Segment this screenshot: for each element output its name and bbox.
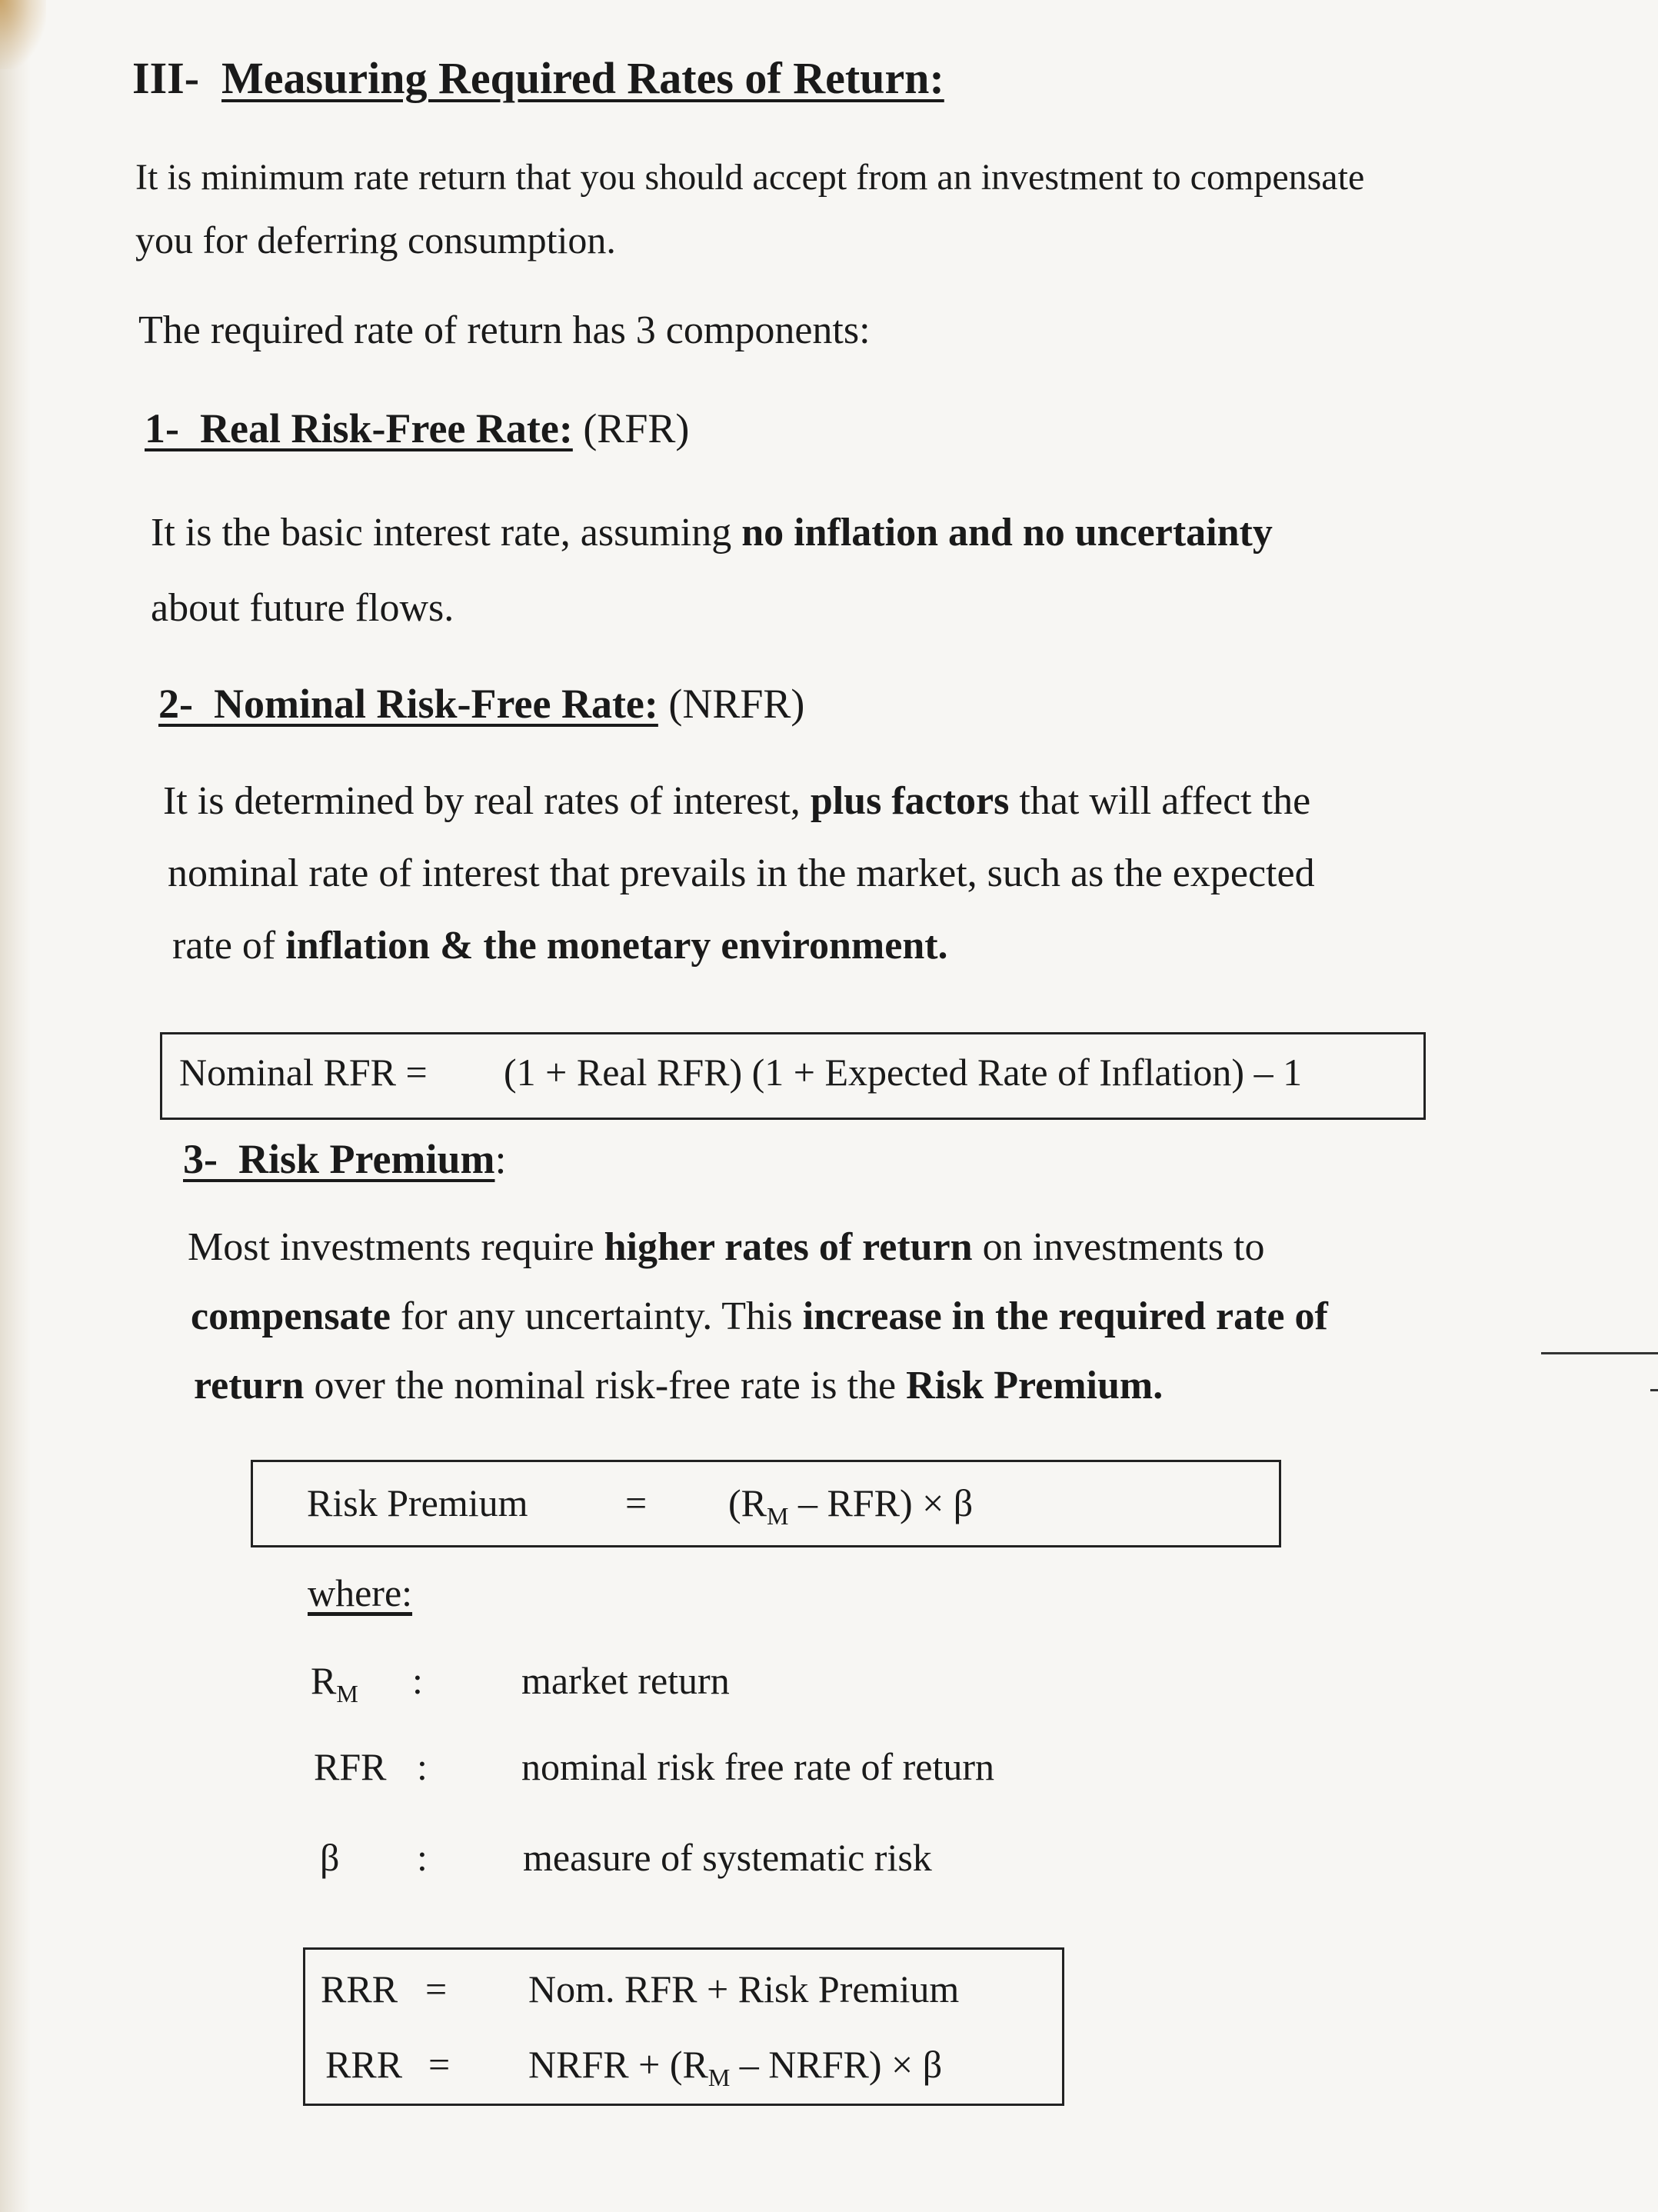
- rrr-row-2-lhs: RRR: [325, 2043, 403, 2086]
- component-3-line-2-bold-b: increase in the required rate of: [802, 1294, 1328, 1338]
- component-1-line-1-bold: no inflation and no uncertainty: [741, 511, 1273, 555]
- component-1-line-2: about future flows.: [151, 586, 454, 630]
- component-2-heading: [158, 680, 804, 728]
- rrr-row-2-rhs-sub: M: [707, 2064, 731, 2091]
- component-2-line-3-bold: inflation & the monetary environment.: [285, 924, 948, 968]
- rrr-row-2-rhs-open: NRFR + (R: [528, 2043, 708, 2086]
- section-title-text: Measuring Required Rates of Return:: [221, 53, 944, 103]
- component-2-line-1: [163, 778, 1310, 824]
- component-2-line-3-plain: rate of: [172, 924, 276, 968]
- component-3-line-2-plain: for any uncertainty. This: [400, 1294, 793, 1338]
- rrr-row-1-rhs: Nom. RFR + Risk Premium: [528, 1967, 960, 2010]
- nominal-rfr-lhs: Nominal RFR =: [179, 1051, 428, 1094]
- risk-premium-formula-box: [251, 1460, 1281, 1547]
- where-symbol-rfr: RFR: [314, 1745, 387, 1788]
- right-edge-rule: [1541, 1352, 1658, 1354]
- where-definition-rfr: nominal risk free rate of return: [521, 1745, 995, 1788]
- rrr-row-1-lhs: RRR: [321, 1967, 398, 2010]
- component-2-line-3: [172, 923, 948, 968]
- component-2-title: Nominal Risk-Free Rate:: [213, 681, 658, 727]
- component-1-title: Real Risk-Free Rate:: [199, 405, 573, 451]
- risk-premium-eq: =: [625, 1481, 648, 1524]
- component-1-line-1-plain: It is the basic interest rate, assuming: [151, 511, 732, 555]
- where-symbol-beta: β: [320, 1836, 340, 1879]
- component-1-abbr: (RFR): [583, 405, 690, 451]
- component-1-number: 1-: [145, 405, 179, 451]
- where-definition-rm: market return: [521, 1659, 730, 1702]
- where-symbol-rm-sub: M: [336, 1680, 358, 1707]
- rrr-row-2-rhs: [528, 2042, 942, 2092]
- nominal-rfr-formula-box: [160, 1032, 1426, 1120]
- component-3-line-3: [194, 1363, 1163, 1408]
- component-3-line-3-bold-a: return: [194, 1364, 305, 1407]
- component-3-line-1-bold: higher rates of return: [604, 1225, 973, 1269]
- risk-premium-rhs: [728, 1481, 973, 1531]
- rrr-formula-box: [303, 1947, 1064, 2106]
- where-colon-1: :: [412, 1659, 423, 1702]
- component-3-line-1: [188, 1224, 1264, 1270]
- risk-premium-rhs-sub: M: [767, 1502, 789, 1530]
- where-label: where:: [308, 1571, 413, 1614]
- component-2-number: 2-: [158, 681, 193, 727]
- where-colon-2: :: [417, 1745, 428, 1788]
- component-3-line-3-bold-b: Risk Premium.: [906, 1364, 1164, 1407]
- page-edge-shadow: [0, 0, 31, 2212]
- page-corner-stain: [0, 0, 46, 69]
- component-3-title: Risk Premium: [238, 1136, 495, 1182]
- component-3-line-1-plain-a: Most investments require: [188, 1225, 594, 1269]
- nominal-rfr-rhs: (1 + Real RFR) (1 + Expected Rate of Inflation) – 1: [504, 1051, 1303, 1094]
- component-3-suffix: :: [494, 1136, 507, 1182]
- where-symbol-rm-main: R: [311, 1659, 337, 1702]
- right-edge-dash: [1650, 1389, 1658, 1391]
- risk-premium-lhs: Risk Premium: [307, 1481, 528, 1524]
- component-2-abbr: (NRFR): [668, 681, 805, 727]
- rrr-row-2-eq: =: [428, 2043, 451, 2086]
- component-2-line-1-plain-b: that will affect the: [1019, 779, 1311, 823]
- risk-premium-rhs-open: (R: [728, 1481, 767, 1524]
- component-3-heading: [183, 1135, 507, 1183]
- component-3-line-1-plain-b: on investments to: [982, 1225, 1265, 1269]
- component-1-line-1: [151, 510, 1273, 555]
- component-3-number: 3-: [183, 1136, 218, 1182]
- risk-premium-rhs-close: – RFR) × β: [788, 1481, 974, 1524]
- section-number: III-: [132, 53, 200, 103]
- rrr-row-2-rhs-close: – NRFR) × β: [730, 2043, 943, 2086]
- rrr-row-1-eq: =: [425, 1967, 448, 2010]
- component-3-line-2-bold-a: compensate: [191, 1294, 391, 1338]
- intro-line-2: you for deferring consumption.: [135, 218, 616, 262]
- component-2-line-2: nominal rate of interest that prevails in the market, such as the expected: [168, 851, 1315, 895]
- where-symbol-rm: [311, 1658, 358, 1708]
- component-3-line-2: [191, 1294, 1328, 1339]
- section-title: [132, 52, 944, 104]
- component-2-line-1-bold: plus factors: [810, 779, 1010, 823]
- intro-line-1: It is minimum rate return that you should accept from an investment to compensate: [135, 157, 1365, 198]
- component-2-line-1-plain-a: It is determined by real rates of interest,: [163, 779, 801, 823]
- where-colon-3: :: [417, 1836, 428, 1879]
- component-3-line-3-plain: over the nominal risk-free rate is the: [314, 1364, 897, 1407]
- components-line: The required rate of return has 3 components:: [138, 308, 871, 352]
- where-definition-beta: measure of systematic risk: [523, 1836, 932, 1879]
- component-1-heading: [145, 405, 689, 452]
